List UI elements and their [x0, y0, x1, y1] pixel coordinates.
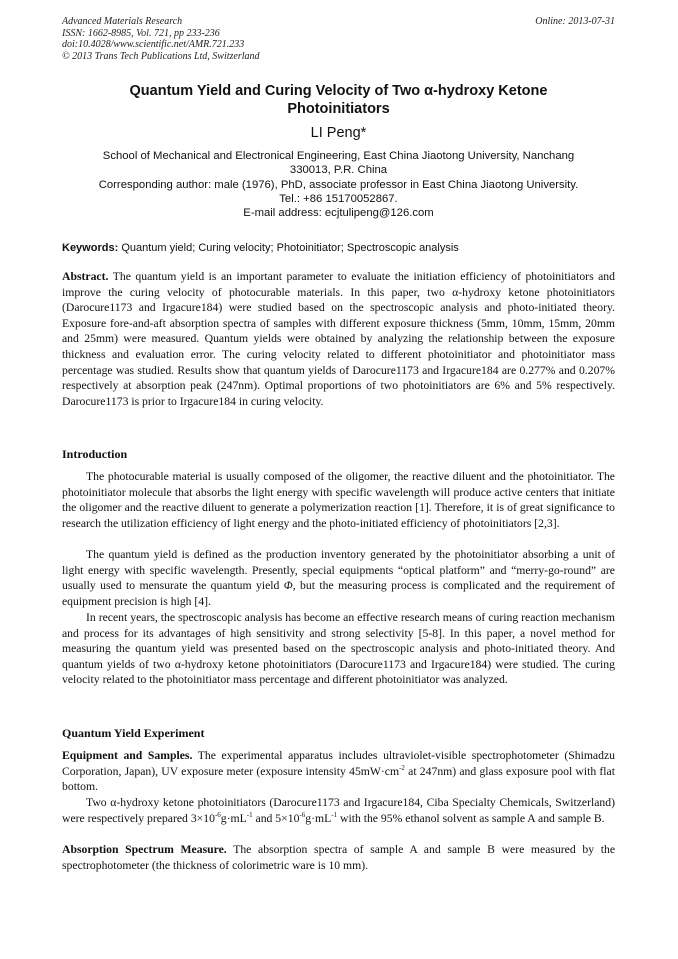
corresponding-author-line: Corresponding author: male (1976), PhD, associate professor in East China Jiaotong University. — [98, 178, 579, 191]
issn-line: ISSN: 1662-8985, Vol. 721, pp 233-236 — [62, 27, 220, 39]
quantum-yield-symbol: Φ — [283, 579, 293, 593]
superscript: -1 — [246, 810, 253, 819]
equipment-text-end: at 247nm) and glass exposure pool with flat bottom. — [62, 764, 615, 794]
affiliation-line-2: 330013, P.R. China — [289, 164, 388, 177]
samples-paragraph — [62, 795, 615, 826]
samples-unit: g·mL — [305, 811, 332, 825]
samples-unit: g·mL — [220, 811, 247, 825]
section-heading-introduction: Introduction — [62, 447, 128, 461]
telephone-line: Tel.: +86 15170052867. — [279, 192, 398, 205]
intro-paragraph-1: The photocurable material is usually composed of the oligomer, the reactive diluent and the photoinitiator. The photoinitiator molecule that absorbs the light energy with specific wavelength will produce active centers that initiate the oligomer and the reactive diluent to generate a polymerization reaction [1]. Therefore, it is of great significance to research the utilization efficiency of light energy and the photo-initiated efficiency of photoinitiators [2,3]. — [62, 470, 615, 530]
abstract-label: Abstract. — [62, 270, 109, 283]
intro-p2-text: The quantum yield is defined as the production inventory generated by the photoinitiator absorbing a unit of light energy with specific wavelength. Presently, special equipments “optical platform” and “merry-go-round” are usually used to mensurate the quantum yield — [62, 548, 615, 593]
superscript: -6 — [299, 810, 306, 819]
absorption-paragraph — [62, 842, 615, 873]
samples-text-end: with the 95% ethanol solvent as sample A and sample B. — [337, 811, 605, 825]
paper-title — [62, 82, 615, 118]
keywords-text: Quantum yield; Curing velocity; Photoinitiator; Spectroscopic analysis — [121, 242, 459, 254]
samples-text: and 5×10 — [252, 811, 300, 825]
keywords — [62, 241, 615, 255]
superscript: -2 — [399, 763, 405, 772]
keywords-label: Keywords: — [62, 242, 119, 254]
doi-line: doi:10.4028/www.scientific.net/AMR.721.233 — [62, 39, 245, 51]
equipment-paragraph — [62, 748, 615, 795]
journal-header — [62, 16, 260, 62]
equipment-text: The experimental apparatus includes ultraviolet-visible spectrophotometer (Shimadzu Corporation, Japan), UV exposure meter (exposure intensity 45mW·cm — [62, 749, 615, 778]
intro-p2-text-end: , but the measuring process is complicated and the requirement of equipment precision is high [4]. — [62, 579, 615, 608]
equipment-label: Equipment and Samples. — [62, 749, 193, 762]
abstract-text: The quantum yield is an important parameter to evaluate the initiation efficiency of photoinitiators and improve the curing velocity of photocurable materials. In this paper, two α-hydroxy ketone photoinitiators (Darocure1173 and Irgacure184) were studied based on the spectroscopic analysis and photo-initiated theory. Exposure fore-and-aft absorption spectra of samples with different exposure thickness (5mm, 10mm, 15mm, 20mm and 25mm) were measured. Quantum yields were obtained by analyzing the relationship between the exposure thickness and evaluation error. The curing velocity related to different photoinitiator and photoinitiator mass percentage was studied. Results show that quantum yields of Darocure1173 and Irgacure184 are 0.277% and 0.207% respectively at absorption peak (247nm). Optimal proportions of two photoinitiators are 6% and 5% respectively. Darocure1173 is prior to Irgacure184 in curing velocity. — [62, 270, 615, 408]
author-name: LI Peng* — [310, 125, 367, 141]
section-heading-experiment: Quantum Yield Experiment — [62, 726, 205, 740]
abstract — [62, 269, 615, 409]
title-line-1: Quantum Yield and Curing Velocity of Two α-hydroxy Ketone — [129, 83, 548, 99]
affiliation-line-1: School of Mechanical and Electronical Engineering, East China Jiaotong University, Nanchang — [102, 150, 575, 162]
title-line-2: Photoinitiators — [287, 101, 390, 117]
absorption-text: The absorption spectra of sample A and sample B were measured by the spectrophotometer (the thickness of colorimetric ware is 10 mm). — [62, 843, 616, 872]
intro-paragraph-3: In recent years, the spectroscopic analysis has become an effective research means of curing reaction mechanism and process for its advantages of high sensitivity and strong selectivity [5-8]. In this paper, a novel method for measuring the quantum yield was presented based on the spectroscopic analysis and photo-initiated theory. And quantum yields of two α-hydroxy ketone photoinitiators (Darocure1173 and Irgacure184) were studied. The curing velocity related to the photoinitiator mass percentage and different photoinitiator was analyzed. — [62, 611, 615, 687]
superscript: -6 — [214, 810, 221, 819]
superscript: -1 — [331, 810, 338, 819]
absorption-label: Absorption Spectrum Measure. — [62, 843, 227, 856]
online-date: Online: 2013-07-31 — [535, 16, 615, 27]
samples-text: Two α-hydroxy ketone photoinitiators (Darocure1173 and Irgacure184, Ciba Specialty Chemicals, Switzerland) were respectively prepared 3×10 — [62, 796, 615, 825]
affiliation-block — [62, 149, 615, 220]
email-line: E-mail address: ecjtulipeng@126.com — [243, 207, 434, 220]
intro-paragraph-2 — [62, 547, 615, 609]
copyright-line: © 2013 Trans Tech Publications Ltd, Switzerland — [62, 50, 260, 62]
journal-name: Advanced Materials Research — [62, 16, 183, 27]
